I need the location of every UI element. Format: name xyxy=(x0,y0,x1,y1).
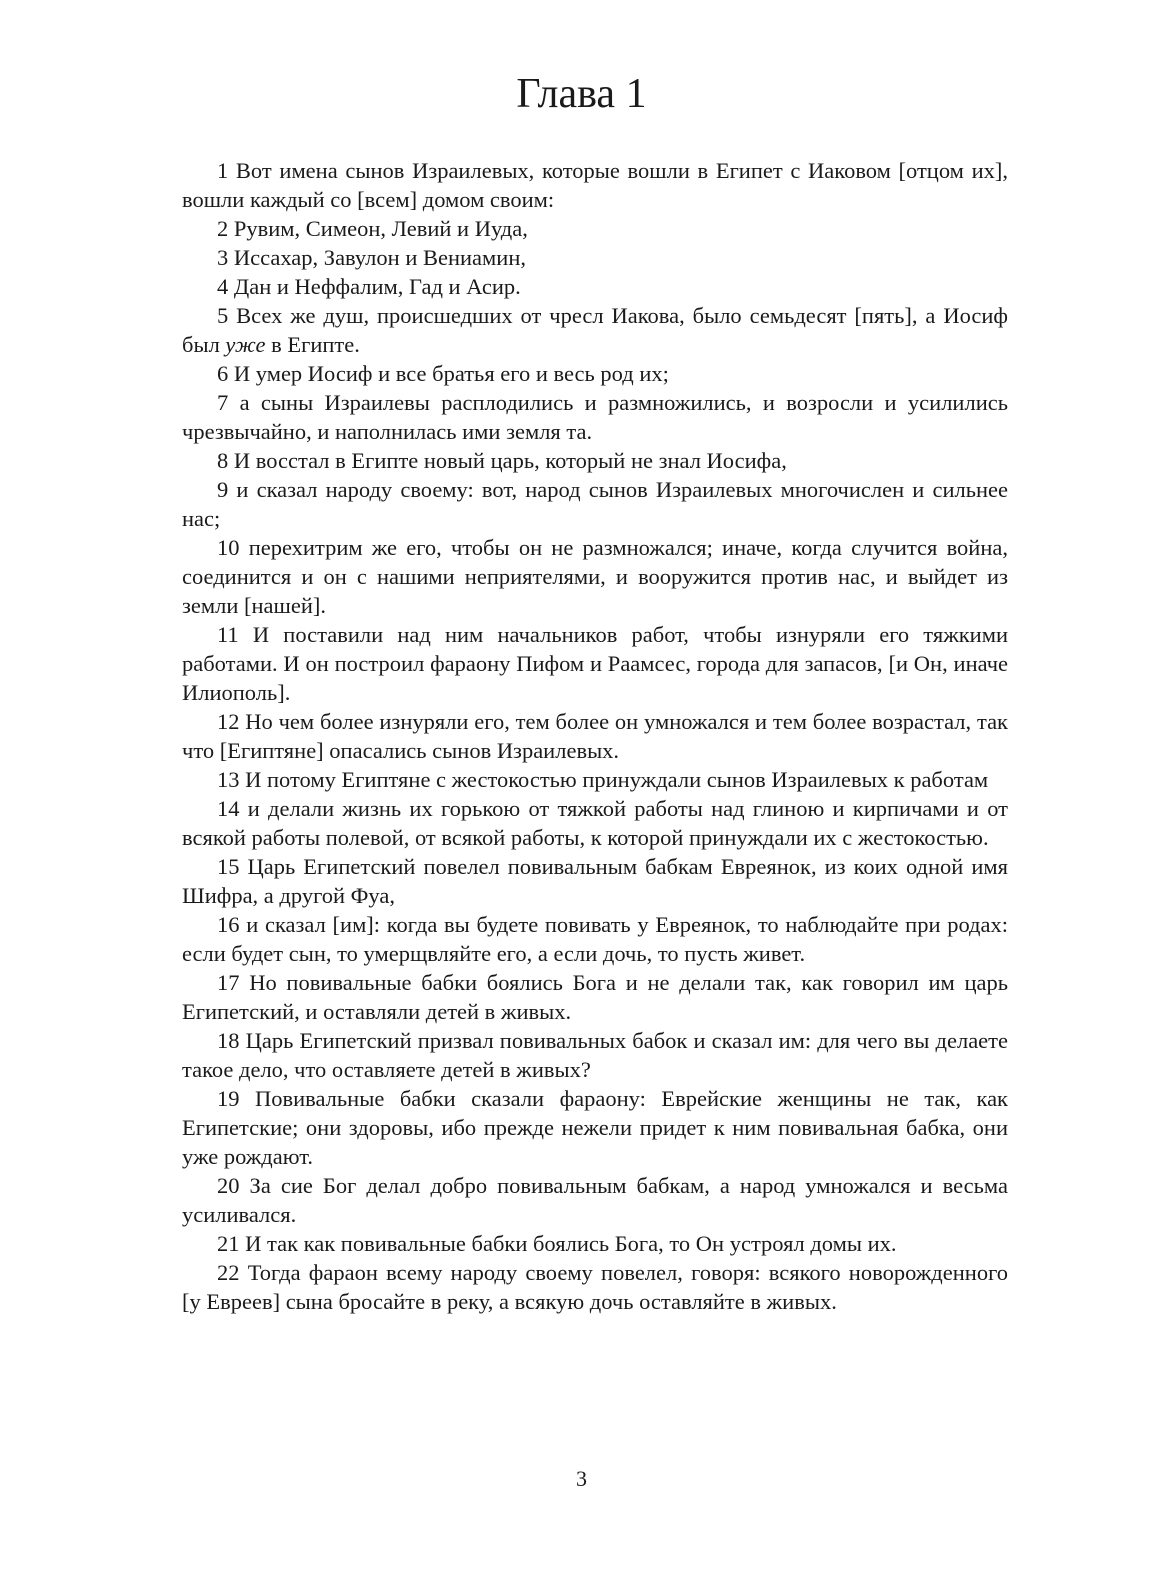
verse-9: 9 и сказал народу своему: вот, народ сынов Израилевых многочислен и сильнее нас; xyxy=(182,477,1008,531)
verse-2: 2 Рувим, Симеон, Левий и Иуда, xyxy=(217,216,528,241)
verse-11: 11 И поставили над ним начальников работ, чтобы изнуряли его тяжкими работами. И он построил фараону Пифом и Раамсес, города для запасов, [и Он, иначе Илиополь]. xyxy=(182,622,1008,705)
verse-8: 8 И восстал в Египте новый царь, который не знал Иосифа, xyxy=(217,448,787,473)
verse-6: 6 И умер Иосиф и все братья его и весь род их; xyxy=(217,361,669,386)
verse-17: 17 Но повивальные бабки боялись Бога и не делали так, как говорил им царь Египетский, и оставляли детей в живых. xyxy=(182,970,1008,1024)
verse-list xyxy=(182,156,1008,1316)
verse-12: 12 Но чем более изнуряли его, тем более он умножался и тем более возрастал, так что [Египтяне] опасались сынов Израилевых. xyxy=(182,709,1008,763)
verse-19: 19 Повивальные бабки сказали фараону: Еврейские женщины не так, как Египетские; они здоровы, ибо прежде нежели придет к ним повивальная бабка, они уже рождают. xyxy=(182,1086,1008,1169)
verse-20: 20 За сие Бог делал добро повивальным бабкам, а народ умножался и весьма усиливался. xyxy=(182,1173,1008,1227)
verse-4: 4 Дан и Неффалим, Гад и Асир. xyxy=(217,274,521,299)
page-number: 3 xyxy=(576,1466,587,1491)
verse-13: 13 И потому Египтяне с жестокостью принуждали сынов Израилевых к работам xyxy=(217,767,989,792)
verse-22: 22 Тогда фараон всему народу своему повелел, говоря: всякого новорожденного [у Евреев] сына бросайте в реку, а всякую дочь оставляйте в живых. xyxy=(182,1260,1008,1314)
verse-3: 3 Иссахар, Завулон и Вениамин, xyxy=(217,245,526,270)
verse-18: 18 Царь Египетский призвал повивальных бабок и сказал им: для чего вы делаете такое дело, что оставляете детей в живых? xyxy=(182,1028,1008,1082)
verse-10: 10 перехитрим же его, чтобы он не размножался; иначе, когда случится война, соединится и он с нашими неприятелями, и вооружится против нас, и выйдет из земли [нашей]. xyxy=(182,535,1008,618)
verse-7: 7 а сыны Израилевы расплодились и размножились, и возросли и усилились чрезвычайно, и наполнилась ими земля та. xyxy=(182,390,1008,444)
verse-5: 5 Всех же душ, происшедших от чресл Иакова, было семьдесят [пять], а Иосиф был уже в Египте. xyxy=(182,303,1008,357)
chapter-title: Глава 1 xyxy=(516,71,647,117)
verse-14: 14 и делали жизнь их горькою от тяжкой работы над глиною и кирпичами и от всякой работы полевой, от всякой работы, к которой принуждали их с жестокостью. xyxy=(182,796,1008,850)
verse-1: 1 Вот имена сынов Израилевых, которые вошли в Египет с Иаковом [отцом их], вошли каждый со [всем] домом своим: xyxy=(182,158,1008,212)
verse-15: 15 Царь Египетский повелел повивальным бабкам Евреянок, из коих одной имя Шифра, а другой Фуа, xyxy=(182,854,1008,908)
verse-21: 21 И так как повивальные бабки боялись Бога, то Он устроял домы их. xyxy=(217,1231,897,1256)
verse-16: 16 и сказал [им]: когда вы будете повивать у Евреянок, то наблюдайте при родах: если будет сын, то умерщвляйте его, а если дочь, то пусть живет. xyxy=(182,912,1008,966)
